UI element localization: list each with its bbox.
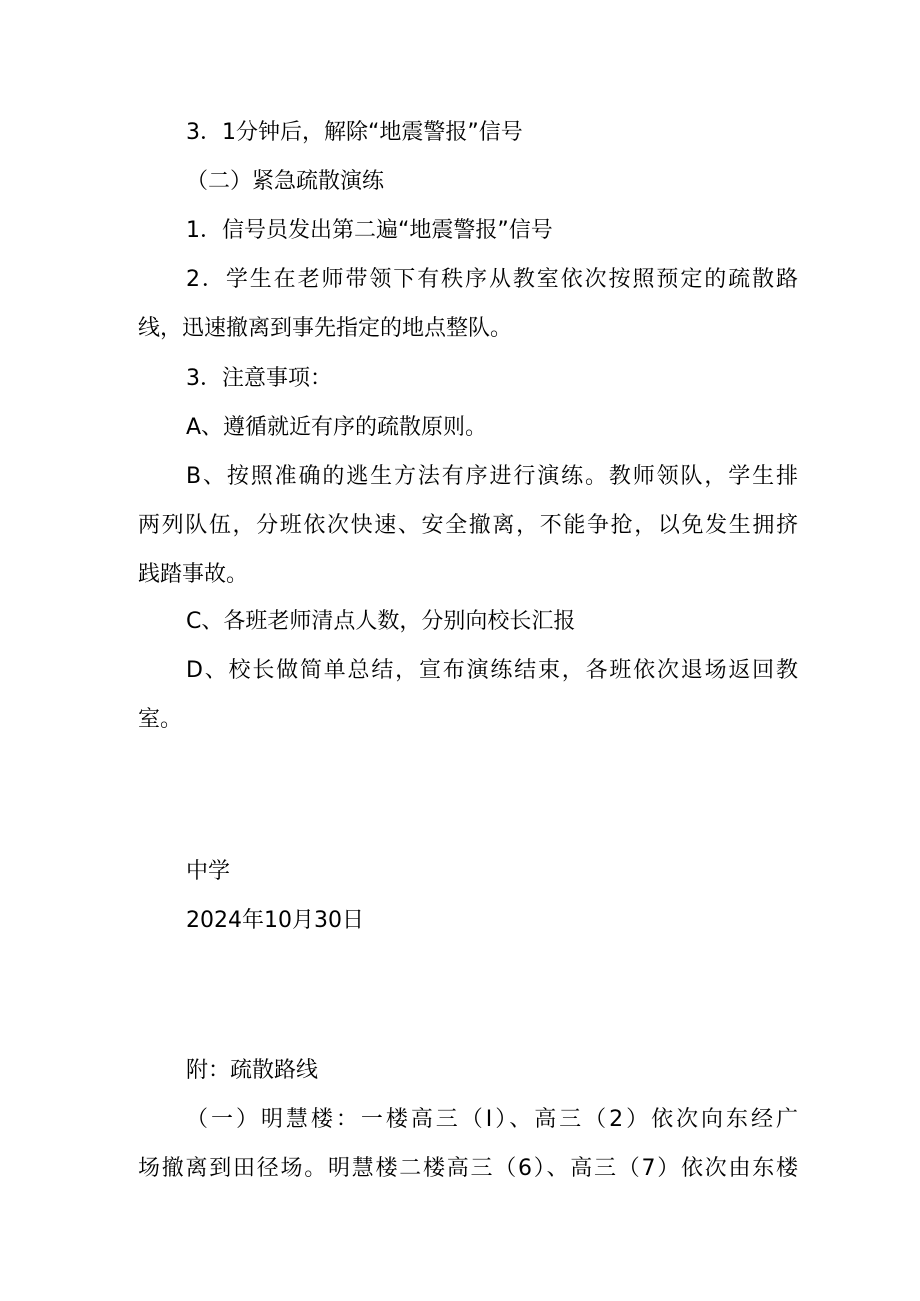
- note-b-line-3: 践踏事故。: [138, 562, 249, 587]
- route-1-line-1: （一）明慧楼：一楼高三（I）、高三（2）依次向东经广: [186, 1107, 798, 1132]
- note-d-line-1: D、校长做简单总结，宣布演练结束，各班依次退场返回教: [186, 658, 798, 683]
- section-heading-evacuation-drill: （二）紧急疏散演练: [186, 169, 385, 194]
- signature-date: 2024年10月30日: [186, 908, 364, 933]
- step-3-notes-heading: 3．注意事项：: [186, 366, 332, 391]
- route-1-line-2: 场撤离到田径场。明慧楼二楼高三（6）、高三（7）依次由东楼: [138, 1156, 798, 1181]
- appendix-heading: 附：疏散路线: [186, 1058, 319, 1083]
- note-a: A、遵循就近有序的疏散原则。: [186, 415, 488, 440]
- note-c: C、各班老师清点人数，分别向校长汇报: [186, 609, 576, 634]
- step-1-second-alarm: 1．信号员发出第二遍“地震警报”信号: [186, 218, 553, 243]
- note-d-line-2: 室。: [138, 707, 183, 732]
- note-b-line-2: 两列队伍，分班依次快速、安全撤离，不能争抢，以免发生拥挤: [138, 513, 798, 538]
- step-2-line-1: 2．学生在老师带领下有秩序从教室依次按照预定的疏散路: [186, 267, 798, 292]
- step-3-lift-alarm: 3．1分钟后，解除“地震警报”信号: [186, 120, 523, 145]
- signature-school: 中学: [186, 859, 231, 884]
- step-2-line-2: 线，迅速撤离到事先指定的地点整队。: [138, 316, 513, 341]
- note-b-line-1: B、按照准确的逃生方法有序进行演练。教师领队，学生排: [186, 464, 798, 489]
